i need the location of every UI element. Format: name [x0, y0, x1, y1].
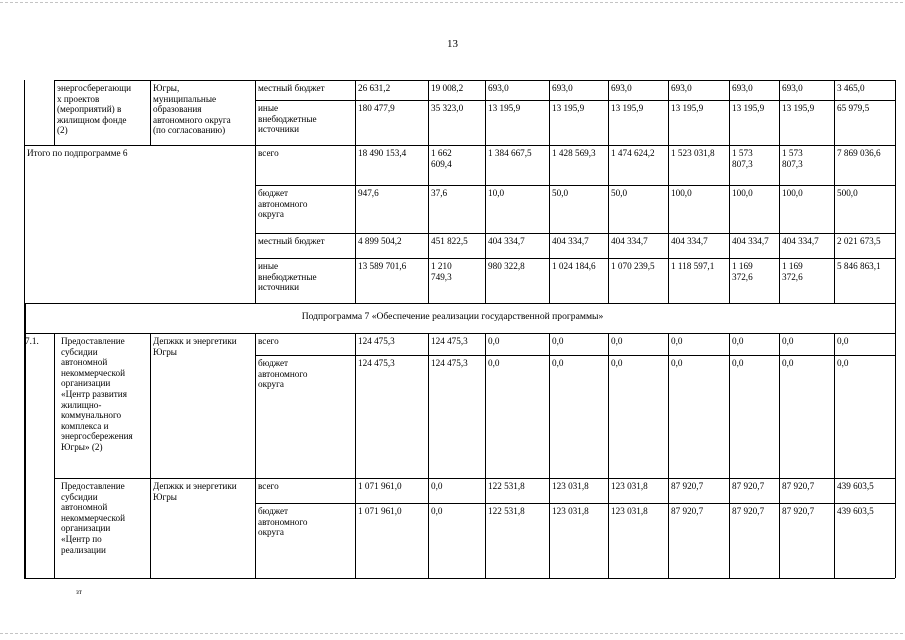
table-rule: [834, 80, 835, 303]
value-cell: 0,0: [837, 358, 849, 368]
value-cell: 1 169 372,6: [782, 261, 803, 282]
value-cell: 37,6: [431, 188, 448, 198]
table-rule: [54, 80, 895, 81]
value-cell: 122 531,8: [488, 506, 525, 516]
value-cell: 693,0: [671, 83, 692, 93]
value-cell: 122 531,8: [488, 481, 525, 491]
source-cell: бюджет автономного округа: [258, 188, 308, 220]
value-cell: 693,0: [732, 83, 753, 93]
table-rule: [834, 333, 835, 578]
value-cell: 50,0: [552, 188, 569, 198]
table-rule: [355, 333, 356, 578]
value-cell: 439 603,5: [837, 481, 874, 491]
value-cell: 5 846 863,1: [837, 261, 881, 271]
table-rule: [668, 333, 669, 578]
value-cell: 0,0: [552, 358, 564, 368]
activity-cell: энергосберегающи х проектов (мероприятий) в жилищном фонде (2): [57, 83, 132, 136]
source-cell: бюджет автономного округа: [258, 506, 308, 538]
table-rule: [668, 80, 669, 303]
value-cell: 87 920,7: [782, 506, 815, 516]
value-cell: 404 334,7: [782, 236, 819, 246]
value-cell: 124 475,3: [431, 336, 468, 346]
value-cell: 180 477,9: [358, 103, 395, 113]
table-rule: [24, 80, 25, 145]
value-cell: 4 899 504,2: [358, 236, 402, 246]
table-rule: [779, 333, 780, 578]
table-rule: [24, 303, 26, 578]
value-cell: 13 195,9: [732, 103, 765, 113]
value-cell: 18 490 153,4: [358, 148, 407, 158]
value-cell: 10,0: [488, 188, 505, 198]
value-cell: 19 008,2: [431, 83, 464, 93]
value-cell: 13 195,9: [488, 103, 521, 113]
table-rule: [895, 303, 896, 333]
value-cell: 500,0: [837, 188, 858, 198]
value-cell: 13 195,9: [782, 103, 815, 113]
value-cell: 404 334,7: [552, 236, 589, 246]
source-cell: местный бюджет: [258, 236, 325, 246]
table-rule: [895, 80, 896, 303]
value-cell: 693,0: [552, 83, 573, 93]
value-cell: 0,0: [431, 506, 443, 516]
executor-cell: Депжкк и энергетики Югры: [153, 336, 237, 357]
value-cell: 1 428 569,3: [552, 148, 596, 158]
value-cell: 124 475,3: [358, 358, 395, 368]
table-rule: [729, 333, 730, 578]
value-cell: 0,0: [611, 358, 623, 368]
value-cell: 1 662 609,4: [431, 148, 452, 169]
value-cell: 13 195,9: [671, 103, 704, 113]
table-rule: [608, 333, 609, 578]
value-cell: 0,0: [488, 358, 500, 368]
value-cell: 100,0: [782, 188, 803, 198]
value-cell: 0,0: [611, 336, 623, 346]
value-cell: 1 169 372,6: [732, 261, 753, 282]
source-cell: иные внебюджетные источники: [258, 261, 317, 293]
value-cell: 2 021 673,5: [837, 236, 881, 246]
table-rule: [150, 333, 151, 578]
source-cell: бюджет автономного округа: [258, 358, 308, 390]
value-cell: 3 465,0: [837, 83, 865, 93]
value-cell: 124 475,3: [358, 336, 395, 346]
value-cell: 1 070 239,5: [611, 261, 655, 271]
executor-cell: Югры, муниципальные образования автономного округа (по согласованию): [153, 83, 231, 136]
subtotal-label: Итого по подпрограмме 6: [27, 148, 128, 158]
value-cell: 50,0: [611, 188, 628, 198]
table-rule: [24, 145, 25, 303]
value-cell: 13 195,9: [552, 103, 585, 113]
table-rule: [608, 80, 609, 303]
table-rule: [255, 333, 256, 578]
activity-cell: Предоставление субсидии автономной некоммерческой организации «Центр развития жилищно- коммунального комплекса и энергосбережения Югры» (2): [61, 336, 133, 452]
value-cell: 123 031,8: [611, 506, 648, 516]
table-rule: [355, 80, 356, 303]
value-cell: 1 071 961,0: [358, 506, 402, 516]
table-rule: [549, 80, 550, 303]
value-cell: 0,0: [671, 336, 683, 346]
value-cell: 0,0: [732, 336, 744, 346]
source-cell: всего: [258, 336, 279, 346]
value-cell: 26 631,2: [358, 83, 391, 93]
value-cell: 980 322,8: [488, 261, 525, 271]
table-rule: [255, 233, 895, 234]
source-cell: всего: [258, 481, 279, 491]
value-cell: 1 024 184,6: [552, 261, 596, 271]
value-cell: 1 071 961,0: [358, 481, 402, 491]
value-cell: 65 979,5: [837, 103, 870, 113]
value-cell: 0,0: [732, 358, 744, 368]
value-cell: 123 031,8: [611, 481, 648, 491]
value-cell: 693,0: [488, 83, 509, 93]
table-rule: [428, 80, 429, 303]
value-cell: 87 920,7: [671, 506, 704, 516]
value-cell: 0,0: [782, 358, 794, 368]
value-cell: 0,0: [671, 358, 683, 368]
source-cell: иные внебюджетные источники: [258, 103, 317, 135]
table-rule: [54, 80, 55, 145]
activity-cell: Предоставление субсидии автономной некоммерческой организации «Центр по реализации: [61, 481, 125, 555]
value-cell: 404 334,7: [611, 236, 648, 246]
table-rule: [255, 355, 895, 356]
value-cell: 123 031,8: [552, 506, 589, 516]
value-cell: 693,0: [611, 83, 632, 93]
value-cell: 7 869 036,6: [837, 148, 881, 158]
value-cell: 1 210 749,3: [431, 261, 452, 282]
table-rule: [779, 80, 780, 303]
table-rule: [255, 503, 895, 504]
value-cell: 404 334,7: [488, 236, 525, 246]
value-cell: 0,0: [782, 336, 794, 346]
value-cell: 439 603,5: [837, 506, 874, 516]
value-cell: 87 920,7: [732, 506, 765, 516]
table-rule: [895, 333, 896, 578]
value-cell: 947,6: [358, 188, 379, 198]
value-cell: 100,0: [732, 188, 753, 198]
value-cell: 123 031,8: [552, 481, 589, 491]
value-cell: 693,0: [782, 83, 803, 93]
value-cell: 1 384 667,5: [488, 148, 532, 158]
item-number: 7.1.: [25, 336, 39, 346]
page-number: 13: [447, 38, 458, 50]
table-rule: [24, 333, 895, 334]
value-cell: 13 589 701,6: [358, 261, 407, 271]
executor-cell: Депжкк и энергетики Югры: [153, 481, 237, 502]
table-rule: [24, 303, 895, 304]
value-cell: 124 475,3: [431, 358, 468, 368]
value-cell: 1 118 597,1: [671, 261, 715, 271]
value-cell: 1 474 624,2: [611, 148, 655, 158]
table-rule: [255, 258, 895, 259]
value-cell: 0,0: [488, 336, 500, 346]
value-cell: 1 573 807,3: [782, 148, 803, 169]
value-cell: 404 334,7: [671, 236, 708, 246]
table-rule: [255, 100, 895, 101]
table-rule: [485, 333, 486, 578]
value-cell: 451 822,5: [431, 236, 468, 246]
table-rule: [24, 578, 895, 579]
value-cell: 0,0: [552, 336, 564, 346]
footnote: зт: [76, 588, 82, 596]
value-cell: 87 920,7: [782, 481, 815, 491]
table-rule: [150, 80, 151, 145]
source-cell: всего: [258, 148, 279, 158]
table-rule: [24, 145, 895, 146]
value-cell: 35 323,0: [431, 103, 464, 113]
table-rule: [255, 80, 256, 303]
source-cell: местный бюджет: [258, 83, 325, 93]
table-rule: [729, 80, 730, 303]
value-cell: 0,0: [837, 336, 849, 346]
value-cell: 87 920,7: [732, 481, 765, 491]
value-cell: 87 920,7: [671, 481, 704, 491]
value-cell: 404 334,7: [732, 236, 769, 246]
table-rule: [485, 80, 486, 303]
value-cell: 1 573 807,3: [732, 148, 753, 169]
table-rule: [428, 333, 429, 578]
table-rule: [549, 333, 550, 578]
table-rule: [54, 333, 55, 578]
value-cell: 13 195,9: [611, 103, 644, 113]
table-rule: [255, 185, 895, 186]
subprogram-title: Подпрограмма 7 «Обеспечение реализации государственной программы»: [301, 311, 604, 322]
value-cell: 100,0: [671, 188, 692, 198]
value-cell: 1 523 031,8: [671, 148, 715, 158]
table-rule: [54, 478, 895, 479]
value-cell: 0,0: [431, 481, 443, 491]
